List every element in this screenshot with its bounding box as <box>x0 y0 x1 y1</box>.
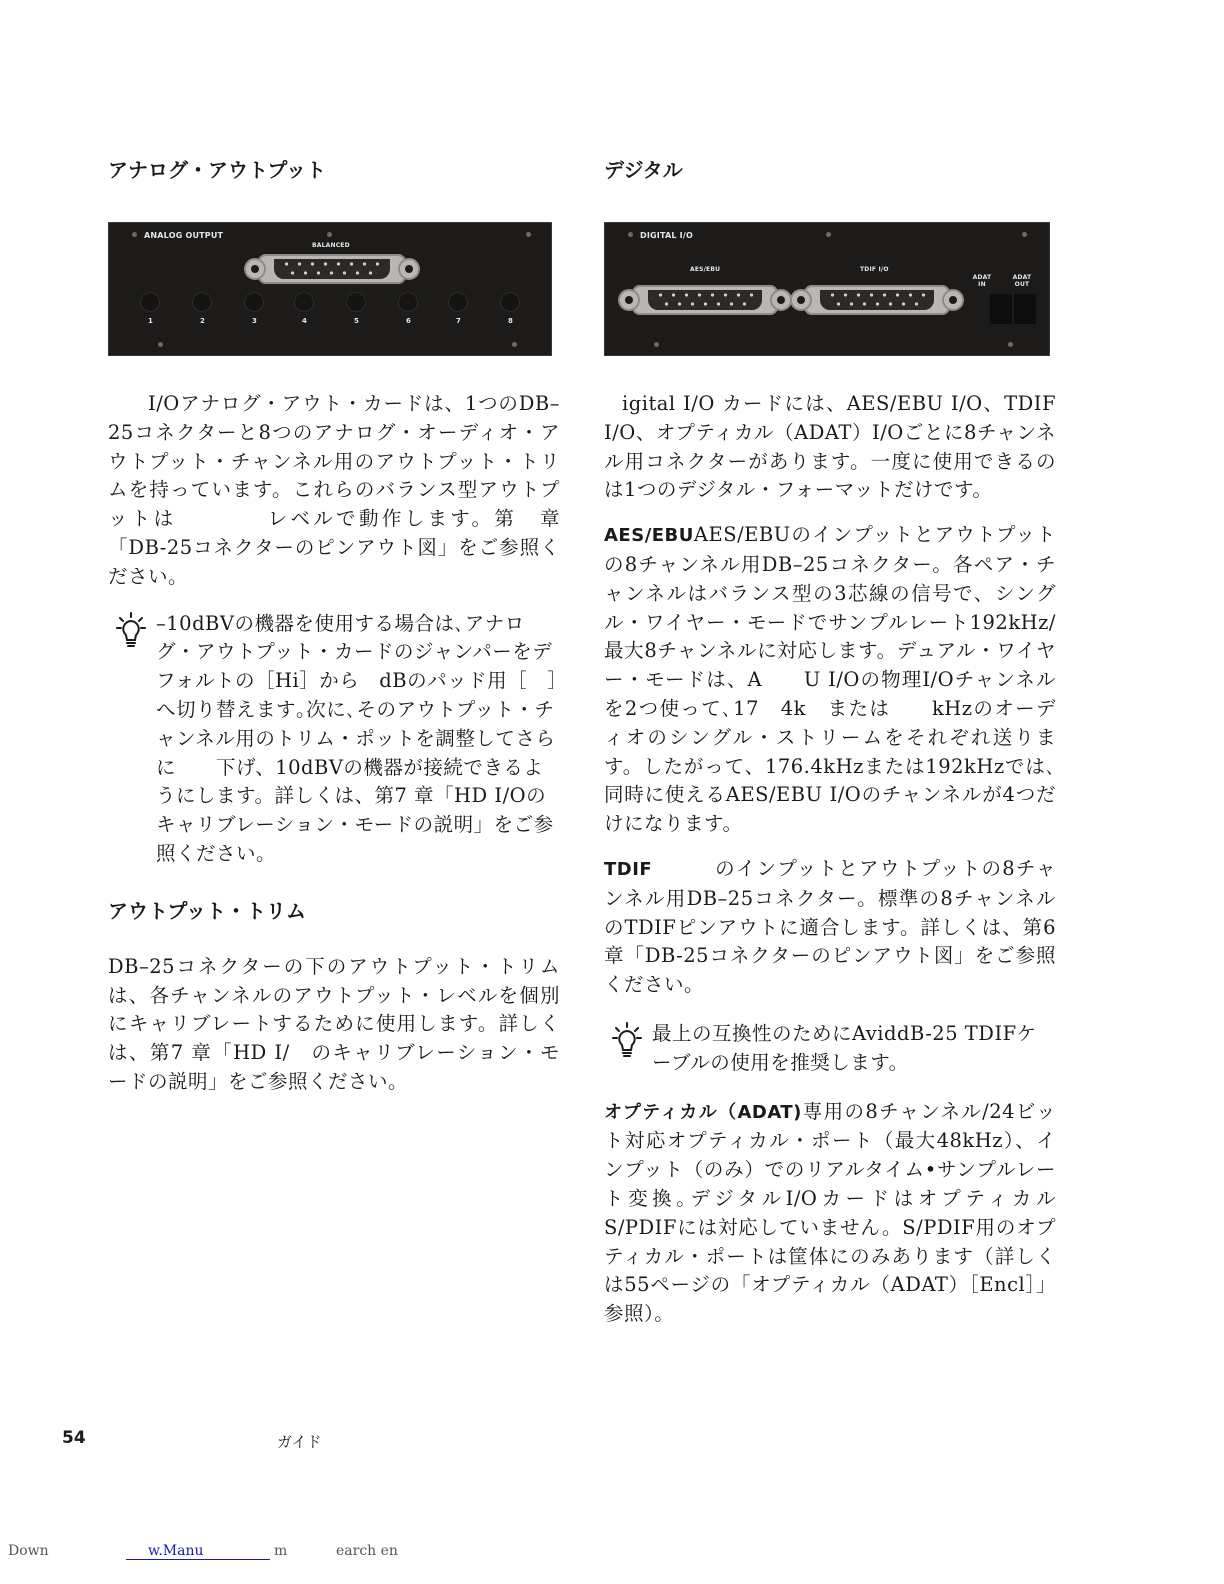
aes-ebu-port-label: AES/EBU <box>690 266 721 273</box>
analog-output-description: I/Oアナログ・アウト・カードは、1つのDB–25コネクターと8つのアナログ・オーディオ・アウトプット・チャンネル用のアウトプット・トリムを持っています。これらのバランス型アウトプットは レベルで動作します。第 章「DB-25コネクターのピンアウト図」をご参照ください。 <box>108 392 560 588</box>
trim-pot <box>244 292 264 312</box>
aes-ebu-paragraph <box>604 521 1056 839</box>
connector-screw <box>770 289 792 311</box>
connector-pins <box>826 293 928 297</box>
channel-number: 8 <box>508 317 513 325</box>
panel-screw <box>1022 232 1027 237</box>
channel-number: 2 <box>200 317 205 325</box>
digital-io-panel-image <box>604 222 1050 356</box>
connector-screw <box>790 289 812 311</box>
channel-number: 1 <box>148 317 153 325</box>
adat-in-port <box>990 294 1012 324</box>
digital-io-panel-title: DIGITAL I/O <box>640 231 693 240</box>
right-column <box>604 150 1056 1329</box>
watermark-text: Down <box>8 1543 49 1559</box>
tdif-paragraph <box>604 855 1056 1000</box>
output-trim-heading: アウトプット・トリム <box>108 898 306 923</box>
connector-pins <box>832 302 922 306</box>
footer-guide-title: ガイド <box>277 1433 322 1451</box>
tdif-cable-tip <box>604 1020 1056 1078</box>
tdif-runin: TDIF <box>604 858 653 880</box>
connector-pins <box>286 271 378 275</box>
panel-screw <box>327 232 332 237</box>
panel-screw <box>654 342 659 347</box>
analog-output-heading: アナログ・アウトプット <box>108 158 326 182</box>
channel-number: 7 <box>456 317 461 325</box>
adat-out-label: ADAT OUT <box>1012 274 1032 288</box>
connector-pins <box>654 293 756 297</box>
tdif-text: のインプットとアウトプットの8チャンネル用DB–25コネクター。標準の8チャンネルのTDIFピンアウトに適合します。詳しくは、第6 章「DB-25コネクターのピンアウト図」をご参照ください。 <box>604 856 1056 997</box>
channel-number: 6 <box>406 317 411 325</box>
trim-pot <box>346 292 366 312</box>
analog-output-panel-title: ANALOG OUTPUT <box>144 231 224 240</box>
balanced-label: BALANCED <box>312 242 350 249</box>
page-number: 54 <box>62 1428 86 1448</box>
jumper-tip-text: –10dBVの機器を使用する場合は､アナログ・アウトプット・カードのジャンパーをデフォルトの［Hi］から dBのパッド用［ ］へ切り替えます｡次に､そのアウトプット・チャンネル用のトリム・ポットを調整してさらに 下げ、10dBVの機器が接続できるようにします。詳しくは、第7 章「HD I/Oのキャリブレーション・モードの説明」をご参照ください。 <box>156 611 558 865</box>
watermark-link[interactable]: w.Manu <box>126 1543 270 1560</box>
connector-screw <box>398 258 420 280</box>
panel-screw <box>628 232 633 237</box>
trim-pot <box>294 292 314 312</box>
panel-screw <box>132 232 137 237</box>
connector-screw <box>618 289 640 311</box>
optical-paragraph <box>604 1098 1056 1329</box>
panel-screw <box>1008 342 1013 347</box>
adat-in-label: ADAT IN <box>972 274 992 288</box>
trim-pot <box>448 292 468 312</box>
adat-out-port <box>1014 294 1036 324</box>
aes-ebu-db25-connector <box>632 285 778 315</box>
panel-screw <box>526 232 531 237</box>
connector-screw <box>244 258 266 280</box>
output-trim-description: DB–25コネクターの下のアウトプット・トリムは、各チャンネルのアウトプット・レベルを個別にキャリブレートするために使用します。詳しくは、第7 章「HD I/ のキャリブレーション・モードの説明」をご参照ください。 <box>108 954 560 1093</box>
digital-heading: デジタル <box>604 158 683 182</box>
aes-ebu-runin: AES/EBU <box>604 525 694 547</box>
db25-connector <box>258 254 406 284</box>
connector-screw <box>942 289 964 311</box>
tdif-db25-connector <box>804 285 950 315</box>
aes-ebu-text: AES/EBUのインプットとアウトプットの8チャンネル用DB–25コネクター。各ペア・チャンネルはバランス型の3芯線の信号で、シングル・ワイヤー・モードでサンプルレート192kHz/最大8チャンネルに対応します。デュアル・ワイヤー・モードは、A U I/Oの物理I/Oチャンネルを2つ使って､17 4k または kHzのオーディオのシングル・ストリームをそれぞれ送ります。したがって、176.4kHzまたは192kHzでは､同時に使えるAES/EBU I/Oのチャンネルが4つだけになります。 <box>604 523 1056 836</box>
optical-text: 専用の8チャンネル/24ビット対応オプティカル・ポート（最大48kHz）、インプット（のみ）でのリアルタイム•サンプルレート変換｡デジタルI/Oカードはオプティカル S/PDIFには対応していません。S/PDIF用のオプティカル・ポートは筐体にのみあります（詳しくは55ページの「オプティカル（ADAT）［Encl］」参照）。 <box>604 1099 1056 1326</box>
tdif-cable-tip-text: 最上の互換性のためにAviddB-25 TDIFケーブルの使用を推奨します。 <box>652 1021 1037 1074</box>
digital-io-description: igital I/O カードには、AES/EBU I/O、TDIF I/O、オプティカル（ADAT）I/Oごとに8チャンネル用コネクターがあります。一度に使用できるのは1つのデジタル・フォーマットだけです。 <box>604 392 1056 502</box>
watermark-text: m <box>274 1543 288 1559</box>
channel-number: 5 <box>354 317 359 325</box>
lightbulb-icon <box>604 1020 652 1078</box>
left-column <box>108 150 560 1097</box>
channel-number: 4 <box>302 317 307 325</box>
connector-pins <box>660 302 750 306</box>
channel-number: 3 <box>252 317 257 325</box>
trim-pot <box>192 292 212 312</box>
connector-pins <box>280 262 384 266</box>
trim-pot <box>140 292 160 312</box>
lightbulb-icon <box>108 610 156 869</box>
trim-pot <box>398 292 418 312</box>
trim-pot <box>500 292 520 312</box>
tdif-port-label: TDIF I/O <box>860 266 889 273</box>
watermark-text: earch en <box>336 1543 398 1559</box>
panel-screw <box>826 232 831 237</box>
optical-runin: オプティカル（ADAT) <box>604 1101 802 1123</box>
panel-screw <box>512 342 517 347</box>
jumper-tip <box>108 610 560 869</box>
analog-output-panel-image <box>108 222 552 356</box>
panel-screw <box>158 342 163 347</box>
